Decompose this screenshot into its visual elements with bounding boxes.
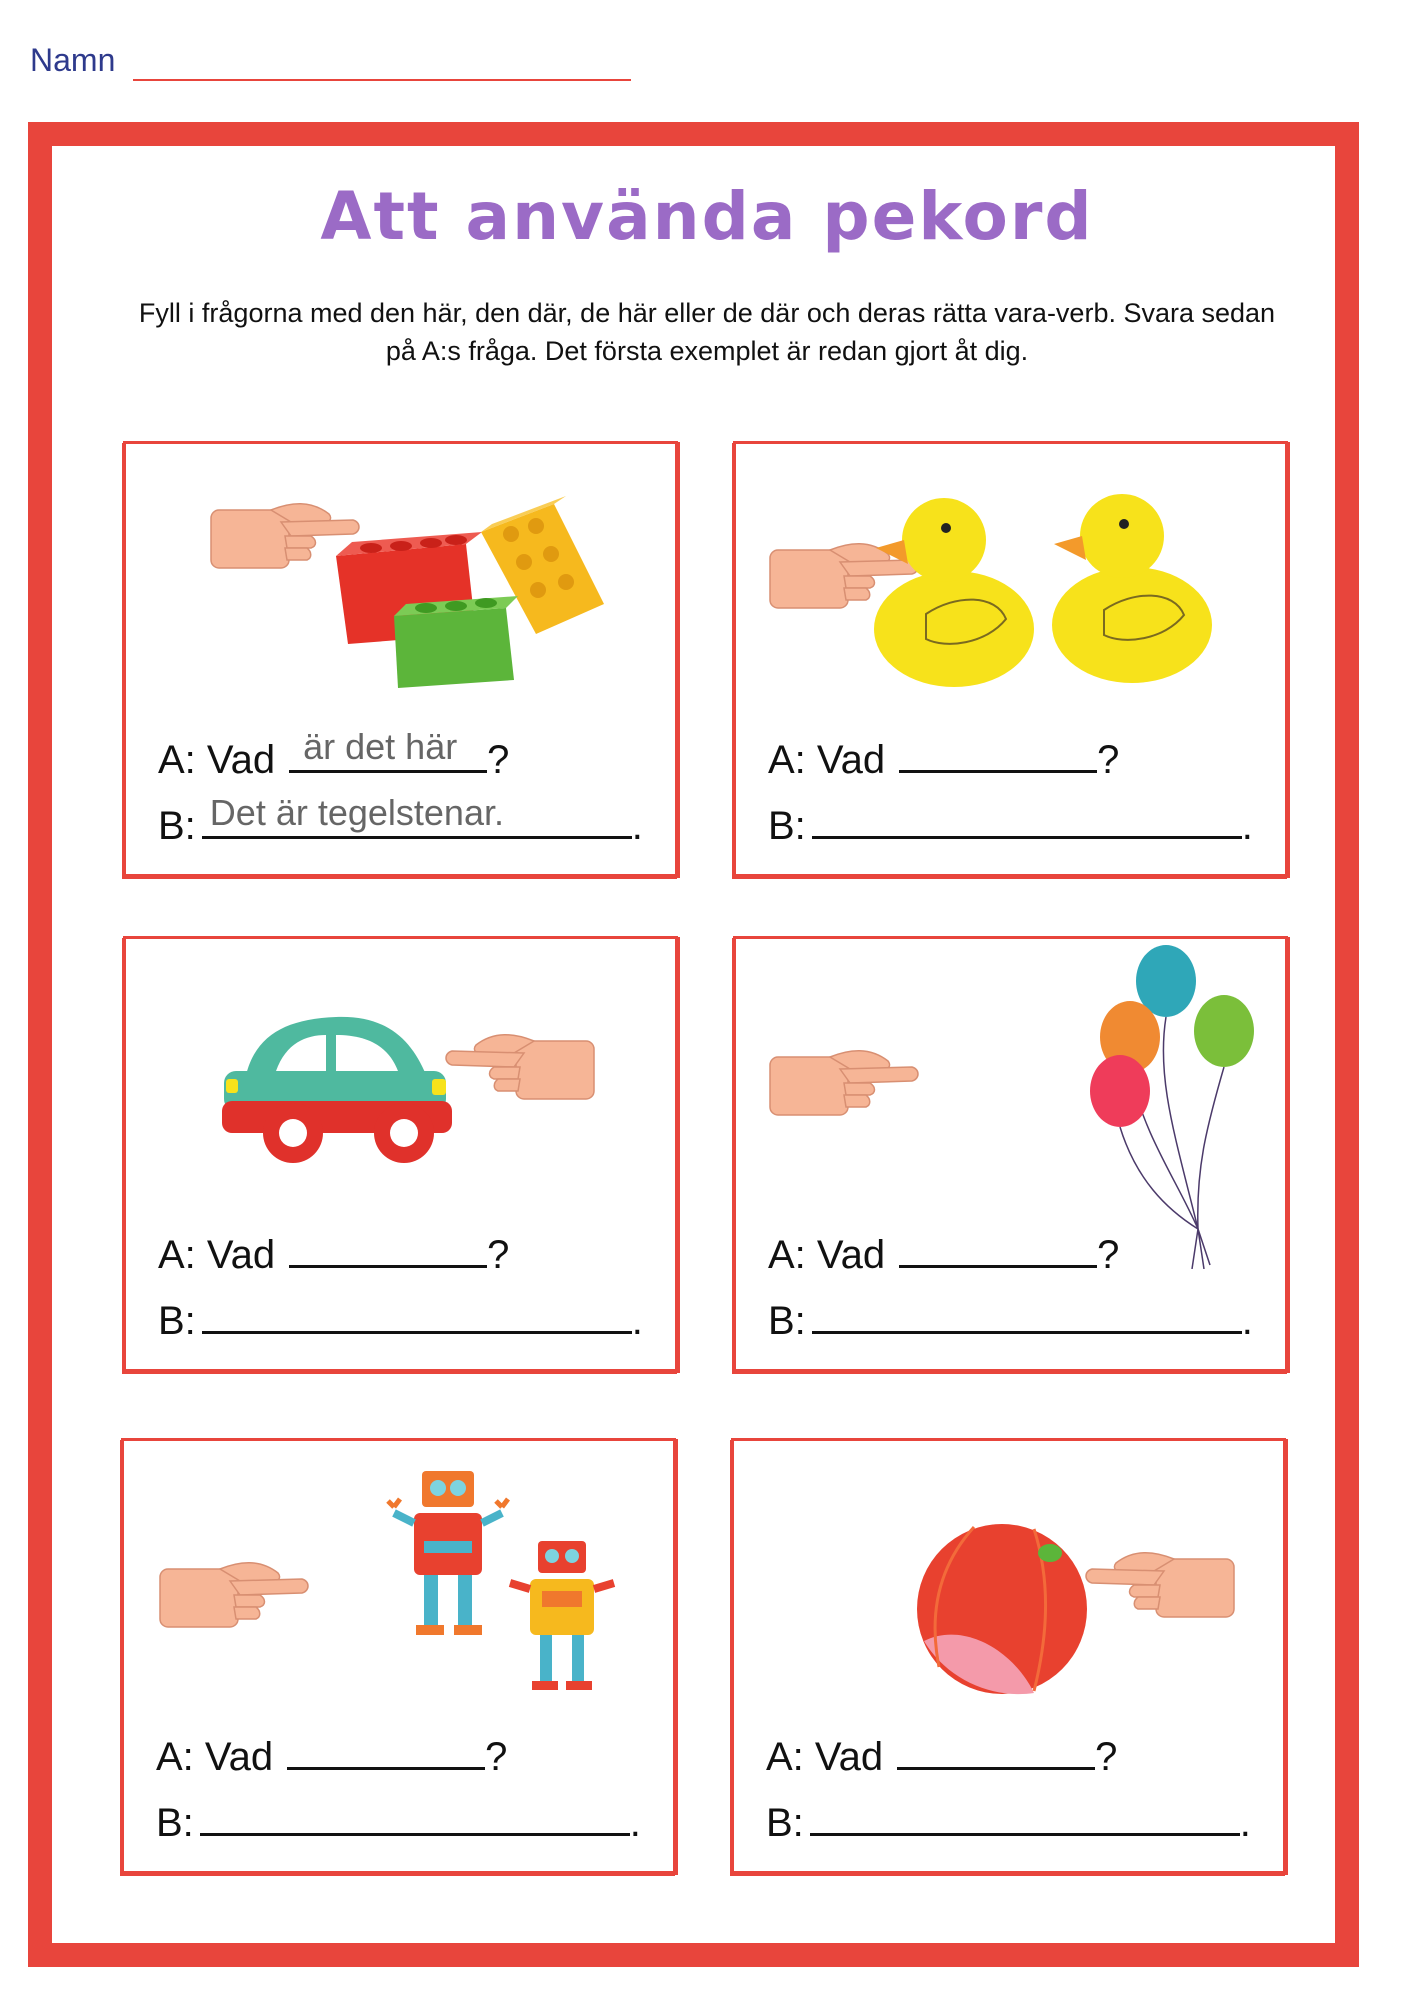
answer-b-text: Det är tegelstenar. [209, 792, 504, 833]
answer-a-blank[interactable] [287, 1733, 485, 1770]
question-a-prefix: A: Vad [768, 738, 886, 782]
answer-a-blank[interactable] [897, 1733, 1095, 1770]
exercise-card-6 [731, 1438, 1286, 1874]
lego-bricks-icon [336, 496, 604, 688]
question-a-suffix: ? [487, 1233, 510, 1277]
rubber-ducks-illustration [736, 444, 1291, 724]
robot-icon [388, 1471, 508, 1635]
answer-a-blank[interactable] [899, 736, 1097, 773]
answer-b-blank[interactable] [202, 1297, 632, 1334]
question-a-prefix: A: Vad [766, 1735, 884, 1779]
question-a-suffix: ? [1097, 738, 1120, 782]
answer-b [156, 1799, 641, 1846]
lego-bricks-illustration [126, 444, 681, 724]
instructions: Fyll i frågorna med den här, den där, de här eller de där och deras rätta vara-verb. Svara sedan på A:s fråga. Det första exemplet är redan gjort åt dig. [138, 298, 1276, 366]
question-a [158, 726, 510, 783]
pointing-hand-icon [1086, 1553, 1234, 1617]
answer-b [158, 1297, 643, 1344]
question-a-prefix: A: Vad [768, 1233, 886, 1277]
answer-b-blank[interactable] [202, 792, 632, 839]
question-a-suffix: ? [1097, 1233, 1120, 1277]
question-a [766, 1733, 1117, 1780]
answer-b [766, 1799, 1251, 1846]
exercise-card-2 [733, 441, 1288, 877]
rubber-duck-icon [874, 498, 1034, 687]
answer-a-blank[interactable] [289, 1231, 487, 1268]
answer-a-text: är det här [303, 726, 458, 767]
question-a-suffix: ? [1095, 1735, 1118, 1779]
question-a-suffix: ? [487, 738, 510, 782]
answer-b-suffix: . [1241, 1299, 1253, 1343]
answer-b-prefix: B: [768, 1299, 806, 1343]
question-a [156, 1733, 507, 1780]
exercise-card-3 [123, 936, 678, 1372]
worksheet-title: Att använda pekord [320, 178, 1094, 255]
answer-b-prefix: B: [158, 1299, 196, 1343]
pointing-hand-icon [160, 1563, 308, 1627]
question-a-prefix: A: Vad [158, 738, 276, 782]
pointing-hand-icon [446, 1035, 594, 1099]
question-a-prefix: A: Vad [158, 1233, 276, 1277]
answer-b-blank[interactable] [812, 1297, 1242, 1334]
answer-b-blank[interactable] [812, 802, 1242, 839]
name-line[interactable] [133, 79, 631, 81]
question-a [768, 1231, 1119, 1278]
answer-b-prefix: B: [156, 1801, 194, 1845]
balloon-icon [1090, 1055, 1150, 1127]
exercise-card-4 [733, 936, 1288, 1372]
answer-b-suffix: . [629, 1801, 641, 1845]
answer-b [158, 792, 643, 849]
question-a-prefix: A: Vad [156, 1735, 274, 1779]
toy-car-illustration [126, 939, 681, 1219]
answer-b-suffix: . [1241, 804, 1253, 848]
robot-icon [510, 1541, 614, 1690]
answer-a-blank[interactable] [899, 1231, 1097, 1268]
beach-ball-illustration [734, 1441, 1289, 1721]
answer-b-prefix: B: [768, 804, 806, 848]
beach-ball-icon [917, 1524, 1087, 1694]
exercise-card-1 [123, 441, 678, 877]
answer-b-suffix: . [1239, 1801, 1251, 1845]
balloons-illustration [736, 939, 1291, 1269]
robots-illustration [124, 1441, 679, 1721]
answer-b-suffix: . [631, 804, 643, 848]
answer-b-blank[interactable] [810, 1799, 1240, 1836]
answer-b-suffix: . [631, 1299, 643, 1343]
question-a [768, 736, 1119, 783]
answer-a-blank[interactable] [289, 726, 487, 773]
pointing-hand-icon [770, 1051, 918, 1115]
answer-b-prefix: B: [766, 1801, 804, 1845]
answer-b [768, 802, 1253, 849]
question-a-suffix: ? [485, 1735, 508, 1779]
toy-car-icon [222, 1017, 452, 1163]
balloon-icon [1194, 995, 1254, 1067]
exercise-card-5 [121, 1438, 676, 1874]
rubber-duck-icon [1052, 494, 1212, 683]
answer-b-blank[interactable] [200, 1799, 630, 1836]
question-a [158, 1231, 509, 1278]
name-label: Namn [30, 42, 116, 78]
answer-b [768, 1297, 1253, 1344]
name-field [30, 42, 631, 79]
answer-b-prefix: B: [158, 804, 196, 848]
